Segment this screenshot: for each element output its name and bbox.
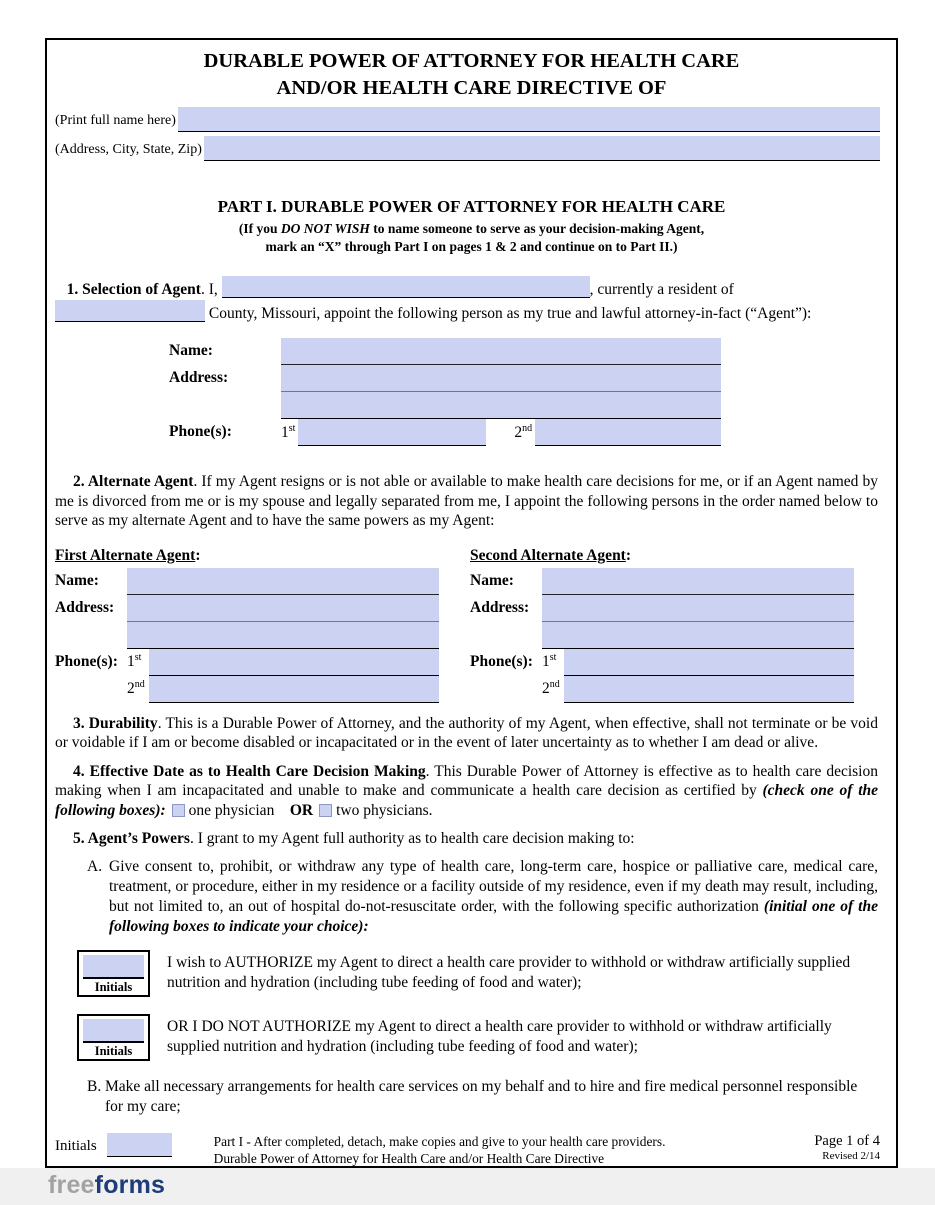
agent-phone-row: [169, 419, 721, 446]
section5a: [87, 857, 878, 937]
section4-emphasis: (check one of the following boxes):: [55, 782, 878, 819]
logo-free-text: free: [48, 1171, 95, 1199]
authorize-option-text: I wish to AUTHORIZE my Agent to direct a health care provider to withhold or withdraw artificially supplied nutrition and hydration (including tube feeding of food and water);: [167, 953, 851, 991]
section5a-text: Give consent to, prohibit, or withdraw any type of health care, long-term care, hospice or palliative care, medical care, treatment, or procedure, either in my residence or a facility outside of my residence, even if my death may result, including, but not limited to, an out of hospital do-not-resuscitate order, with the following specific authorization (initial one of the following boxes to indicate your choice):: [109, 857, 878, 935]
one-physician-checkbox[interactable]: [172, 804, 185, 817]
form-title: [47, 48, 896, 102]
second-alt-phone2-field[interactable]: [564, 676, 854, 703]
first-alternate-header: First Alternate Agent:: [55, 546, 201, 564]
second-alt-phone2-ordinal: 2nd: [542, 678, 560, 697]
second-alternate-column: [470, 568, 854, 703]
or-label: OR: [289, 801, 314, 819]
not-authorize-initials-box[interactable]: [77, 1014, 150, 1061]
print-name-row: [55, 107, 880, 132]
second-alternate-header: Second Alternate Agent:: [470, 546, 632, 564]
part1-sub-pre: (If you: [238, 221, 281, 236]
second-alt-phone-label: Phone(s):: [470, 652, 533, 670]
agent-info-block: [169, 338, 721, 446]
form-title-line2: AND/OR HEALTH CARE DIRECTIVE OF: [276, 77, 667, 99]
part1-heading: PART I. DURABLE POWER OF ATTORNEY FOR HEALTH CARE: [217, 197, 726, 216]
section1-line2: [55, 300, 878, 324]
second-alt-phone1-field[interactable]: [564, 649, 854, 676]
form-sheet: [45, 38, 898, 1168]
print-name-field[interactable]: [178, 107, 880, 132]
section1-after-field: , currently a resident of: [589, 281, 734, 298]
section5-lead: 5. Agent’s Powers: [73, 830, 190, 847]
logo-forms-text: forms: [94, 1171, 166, 1199]
address-field[interactable]: [204, 136, 880, 161]
agent-address-row2: [169, 392, 721, 419]
section5b: [87, 1077, 878, 1117]
section4-paragraph: [55, 762, 878, 821]
first-alt-phone1-ordinal: 1st: [127, 651, 142, 670]
freeforms-logo: [48, 1171, 165, 1200]
not-authorize-initials-caption: Initials: [94, 1043, 133, 1058]
print-name-label: (Print full name here): [55, 113, 176, 128]
part1-subtitle-line2: mark an “X” through Part I on pages 1 & 2 and continue on to Part II.): [265, 239, 678, 254]
second-alt-address-field2[interactable]: [542, 622, 854, 649]
agent-address-field2[interactable]: [281, 392, 721, 419]
form-title-line1: DURABLE POWER OF ATTORNEY FOR HEALTH CARE: [203, 50, 740, 72]
section5a-emphasis: (initial one of the following boxes to indicate your choice):: [109, 897, 878, 935]
second-alt-name-label: Name:: [470, 571, 514, 589]
one-physician-label: one physician: [188, 801, 275, 819]
address-row: [55, 136, 880, 161]
authorize-option-row: [77, 950, 856, 997]
not-authorize-option-row: [77, 1014, 856, 1061]
agent-name-row: [169, 338, 721, 365]
agent-address-row1: [169, 365, 721, 392]
footer-right: [814, 1133, 880, 1162]
authorize-initials-caption: Initials: [94, 979, 133, 994]
agent-phone2-field[interactable]: [535, 419, 721, 446]
agent-phone-label: Phone(s):: [169, 423, 232, 440]
first-alt-phone2-field[interactable]: [149, 676, 439, 703]
first-alt-phone1-field[interactable]: [149, 649, 439, 676]
second-alt-phone1-ordinal: 1st: [542, 651, 557, 670]
first-alt-phone-label: Phone(s):: [55, 652, 118, 670]
second-alt-name-field[interactable]: [542, 568, 854, 595]
principal-name-field[interactable]: [222, 276, 590, 298]
authorize-initials-box[interactable]: [77, 950, 150, 997]
section5-text: . I grant to my Agent full authority as to health care decision making to:: [189, 830, 635, 847]
not-authorize-initials-field[interactable]: [83, 1019, 144, 1043]
first-alternate-column: [55, 568, 439, 703]
two-physicians-label: two physicians.: [336, 801, 433, 819]
agent-phone1-field[interactable]: [298, 419, 486, 446]
section1-after-lead: . I,: [200, 281, 218, 298]
authorize-initials-field[interactable]: [83, 955, 144, 979]
not-authorize-option-text: OR I DO NOT AUTHORIZE my Agent to direct a health care provider to withhold or withdraw artificially supplied nutrition and hydration (including tube feeding of food and water);: [167, 1017, 832, 1055]
revision-date: Revised 2/14: [822, 1149, 880, 1162]
footer-note-line1: Part I - After completed, detach, make copies and give to your health care providers.: [213, 1133, 666, 1149]
section5b-text: Make all necessary arrangements for health care services on my behalf and to hire and fire medical personnel responsible for my care;: [105, 1077, 858, 1115]
page-number: Page 1 of 4: [814, 1132, 880, 1149]
agent-address-field1[interactable]: [281, 365, 721, 392]
county-field[interactable]: [55, 300, 205, 322]
section4-lead: 4. Effective Date as to Health Care Decision Making: [73, 762, 426, 780]
footer-note-line2: Durable Power of Attorney for Health Care and/or Health Care Directive: [213, 1150, 605, 1166]
second-alt-address-label: Address:: [470, 598, 530, 616]
section3-lead: 3. Durability: [73, 714, 158, 732]
second-alt-address-field1[interactable]: [542, 595, 854, 622]
section3-paragraph: [55, 714, 878, 753]
footer-initials-label: Initials: [55, 1137, 97, 1154]
section2-text: . If my Agent resigns or is not able or available to make health care decisions for me, or if an Agent named by me is divorced from me or is my spouse and legally separated from me, I appoint the following persons in the order named below to serve as my alternate Agent and to have the same powers as my Agent:: [55, 473, 878, 529]
agent-address-label: Address:: [169, 369, 229, 386]
agent-name-label: Name:: [169, 342, 213, 359]
first-alt-name-label: Name:: [55, 571, 99, 589]
section2-paragraph: [55, 472, 878, 531]
section2-lead: 2. Alternate Agent: [73, 473, 194, 490]
section5a-marker: A.: [87, 857, 103, 875]
section1-line1: [55, 276, 878, 300]
section1-line2-text: County, Missouri, appoint the following person as my true and lawful attorney-in-fact (“Agent”):: [208, 305, 812, 322]
part1-sub-emphasis: DO NOT WISH: [280, 221, 370, 236]
page-footer: [55, 1133, 880, 1167]
agent-name-field[interactable]: [281, 338, 721, 365]
footer-center-text: [214, 1133, 666, 1167]
agent-phone2-ordinal: 2nd: [514, 422, 533, 441]
address-label: (Address, City, State, Zip): [55, 142, 202, 157]
alternate-agent-columns: [55, 568, 896, 703]
section4-text: . This Durable Power of Attorney is effective as to health care decision making when I am incapacitated and unable to make and communicate a health care decision as certified by: [55, 762, 878, 799]
alternate-agent-headers: [55, 547, 880, 565]
section3-text: . This is a Durable Power of Attorney, and the authority of my Agent, when effective, shall not terminate or be void or voidable if I am or become disabled or incapacitated or in the event of later uncertainty as to whether I am dead or alive.: [55, 714, 878, 751]
section1-lead: 1. Selection of Agent: [66, 281, 201, 298]
part1-subtitle-line1: [47, 220, 896, 238]
section5-lead-line: [55, 829, 878, 849]
first-alt-address-label: Address:: [55, 598, 115, 616]
part1-sub-post: to name someone to serve as your decision-making Agent,: [369, 221, 705, 236]
first-alt-name-field[interactable]: [127, 568, 439, 595]
first-alt-address-field2[interactable]: [127, 622, 439, 649]
first-alt-phone2-ordinal: 2nd: [127, 678, 145, 697]
footer-initials-field[interactable]: [107, 1133, 172, 1157]
first-alt-address-field1[interactable]: [127, 595, 439, 622]
agent-phone1-ordinal: 1st: [281, 422, 296, 441]
section5b-marker: B.: [87, 1077, 102, 1095]
two-physicians-checkbox[interactable]: [319, 804, 332, 817]
